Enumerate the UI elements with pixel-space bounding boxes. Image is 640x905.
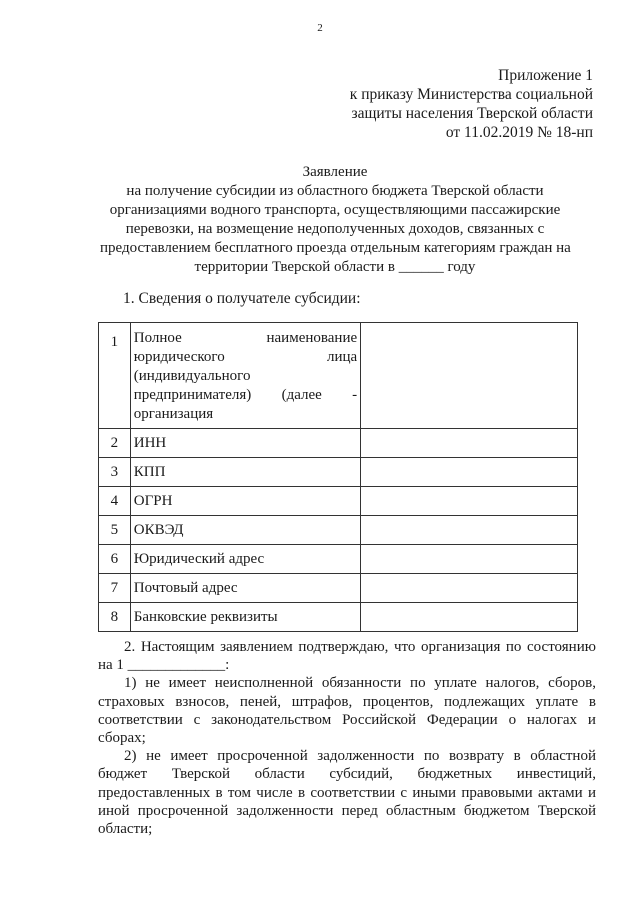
word: подлежащих [444, 693, 525, 710]
page-number: 2 [317, 22, 323, 34]
word: Настоящим [140, 639, 215, 655]
word: задолженности [317, 748, 415, 765]
row-label: Почтовый адрес [130, 574, 360, 603]
word: области [254, 766, 305, 783]
row-number: 3 [99, 458, 131, 487]
word: областным [386, 802, 456, 819]
section-1-title: 1. Сведения о получателе субсидии: [123, 290, 361, 307]
value-cell[interactable] [361, 458, 578, 487]
label-word: юридического [133, 349, 225, 365]
row-label: ОГРН [130, 487, 360, 516]
table-row [99, 574, 578, 603]
row-number: 6 [99, 545, 131, 574]
word: в [588, 693, 596, 710]
label-word: Полное [133, 330, 182, 346]
row-label: ИНН [130, 429, 360, 458]
row-number: 4 [99, 487, 131, 516]
row-number: 2 [99, 429, 131, 458]
label-line: (индивидуального [133, 368, 251, 384]
justified-line [98, 674, 596, 692]
word: в [513, 748, 521, 765]
word: 2. [124, 639, 136, 655]
word: числе [256, 784, 293, 801]
word: с [400, 784, 408, 801]
label-word: предпринимателя) [133, 387, 252, 403]
word: организация [420, 639, 501, 655]
heading-line: перевозки, на возмещение недополученных доходов, связанных с [125, 221, 545, 237]
word: сборов, [548, 675, 596, 692]
word: законодательством [211, 711, 332, 728]
heading-line: на получение субсидии из областного бюджета Тверской области [126, 183, 544, 199]
text-line: на 1 _____________: [98, 657, 230, 674]
row-label: Юридический адрес [130, 545, 360, 574]
row-label: Банковские реквизиты [130, 603, 360, 632]
word: 1) [124, 675, 137, 692]
label-word: (далее [281, 387, 322, 403]
word: том [227, 784, 251, 801]
word: пеней, [239, 693, 282, 710]
word: предоставленных [98, 784, 211, 801]
word: уплате [434, 675, 477, 692]
word: не [146, 748, 161, 765]
word: о [508, 711, 517, 728]
label-line: организация [133, 406, 214, 422]
word: по [505, 639, 522, 655]
row-label: ОКВЭД [130, 516, 360, 545]
row-number: 7 [99, 574, 131, 603]
heading-line: предоставлением бесплатного проезда отдельным категориям граждан на [100, 240, 571, 256]
appendix-block [350, 66, 593, 142]
word: неисполненной [214, 675, 314, 692]
justified-line [98, 765, 596, 783]
value-cell[interactable] [361, 574, 578, 603]
justified-line [98, 711, 596, 729]
word: налогов, [485, 675, 540, 692]
table-row [99, 487, 578, 516]
appendix-line: от 11.02.2019 № 18-нп [445, 124, 593, 141]
label-word: наименование [266, 330, 358, 346]
row-label: КПП [130, 458, 360, 487]
word: Федерации [426, 711, 498, 728]
word: по [423, 748, 440, 765]
word: что [393, 639, 416, 655]
word: взносов, [175, 693, 230, 710]
word: Тверской [537, 802, 596, 819]
appendix-line: защиты населения Тверской области [351, 105, 593, 122]
appendix-line: Приложение 1 [498, 67, 593, 84]
text-line: области; [98, 821, 153, 838]
word: обязанности [321, 675, 402, 692]
table-row [99, 516, 578, 545]
label-word: лица [326, 349, 358, 365]
appendix-line: к приказу Министерства социальной [349, 86, 593, 103]
value-cell[interactable] [361, 545, 578, 574]
word: Российской [342, 711, 416, 728]
word: бюджетом [463, 802, 530, 819]
row-number: 1 [99, 323, 131, 429]
row-number: 8 [99, 603, 131, 632]
word: налогах [526, 711, 578, 728]
word: не [145, 675, 160, 692]
word: бюджет [98, 766, 148, 783]
word: задолженности [236, 802, 334, 819]
document-heading [100, 163, 570, 277]
value-cell[interactable] [361, 603, 578, 632]
word: бюджетных [417, 766, 493, 783]
document-title: Заявление [302, 164, 368, 180]
word: процентов, [362, 693, 434, 710]
section-2-text [98, 638, 596, 838]
label-word: - [352, 387, 358, 403]
table-row [99, 458, 578, 487]
row-number: 5 [99, 516, 131, 545]
table-row [99, 603, 578, 632]
word: просроченной [137, 802, 229, 819]
word: 2) [124, 748, 137, 765]
word: штрафов, [291, 693, 353, 710]
word: иными [412, 784, 457, 801]
word: субсидий, [329, 766, 393, 783]
word: имеет [168, 675, 207, 692]
word: правовыми [461, 784, 533, 801]
value-cell[interactable] [361, 323, 578, 429]
justified-line [98, 747, 596, 765]
word: инвестиций, [516, 766, 596, 783]
word: состоянию [527, 639, 596, 655]
word: Тверской [171, 766, 230, 783]
word: и [587, 711, 596, 728]
table-row [99, 545, 578, 574]
word: актами [537, 784, 583, 801]
value-cell[interactable] [361, 516, 578, 545]
heading-line: территории Тверской области в ______ году [194, 259, 476, 275]
value-cell[interactable] [361, 487, 578, 516]
table-row [99, 429, 578, 458]
word: подтверждаю, [298, 639, 389, 655]
justified-line [98, 802, 596, 820]
value-cell[interactable] [361, 429, 578, 458]
word: заявлением [220, 639, 293, 655]
word: страховых [98, 693, 165, 710]
text-line: сборах; [98, 730, 146, 747]
word: областной [530, 748, 596, 765]
word: соответствии [310, 784, 396, 801]
recipient-info-table [98, 322, 578, 632]
word: в [297, 784, 306, 801]
row-label [130, 323, 360, 429]
table-row [99, 323, 578, 429]
word: иной [98, 802, 130, 819]
word: имеет [170, 748, 208, 765]
heading-line: организациями водного транспорта, осуществляющими пассажирские [109, 202, 561, 218]
word: с [193, 711, 201, 728]
word: и [587, 784, 596, 801]
justified-line [98, 784, 596, 802]
word: по [410, 675, 426, 692]
word: перед [341, 802, 378, 819]
justified-line [98, 693, 596, 711]
word: уплате [535, 693, 579, 710]
word: соответствии [98, 711, 183, 728]
justified-line [98, 638, 596, 656]
word: просроченной [217, 748, 308, 765]
word: в [215, 784, 223, 801]
word: возврату [448, 748, 505, 765]
